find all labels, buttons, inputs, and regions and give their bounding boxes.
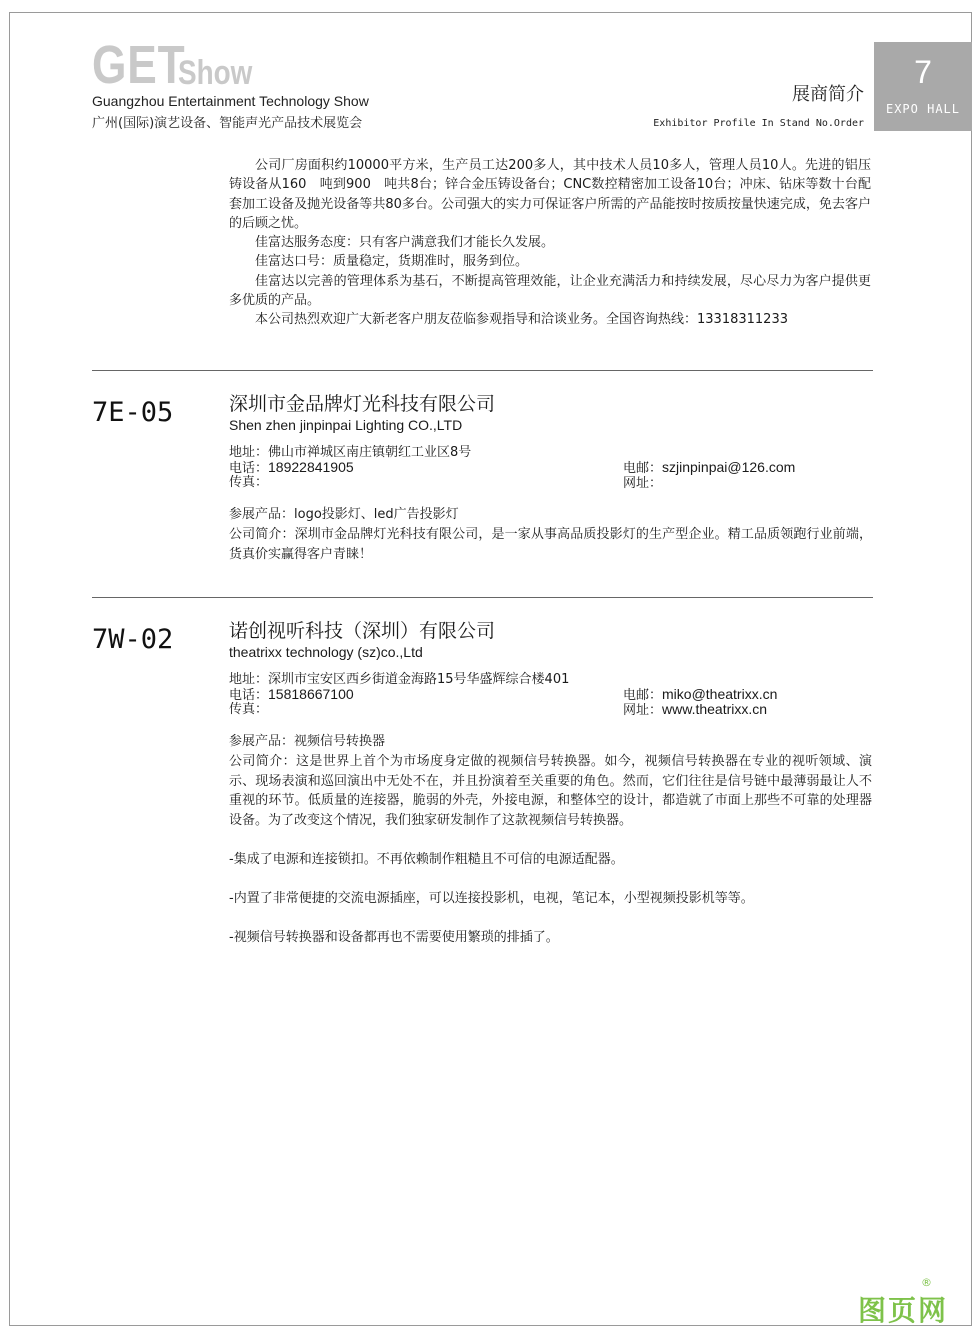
intro-paragraph: 本公司热烈欢迎广大新老客户朋友莅临参观指导和洽谈业务。全国咨询热线：13318311233 bbox=[255, 312, 788, 328]
contact-block bbox=[229, 445, 872, 495]
website-value: www.theatrixx.cn bbox=[662, 701, 768, 717]
phone-label: 电话： bbox=[229, 461, 269, 476]
logo-get: GET bbox=[92, 35, 186, 95]
intro-paragraph: 佳富达口号：质量稳定，货期准时，服务到位。 bbox=[255, 254, 529, 270]
logo-chinese-name: 广州(国际)演艺设备、智能声光产品技术展览会 bbox=[92, 116, 363, 131]
phone-value: 15818667100 bbox=[268, 686, 354, 702]
section-title: 展商简介 bbox=[792, 84, 864, 105]
exhibitor-body bbox=[229, 393, 872, 564]
company-profile bbox=[229, 525, 872, 564]
registered-mark: ® bbox=[921, 1276, 932, 1289]
booth-number: 7E-05 bbox=[92, 397, 174, 428]
intro-paragraph: 佳富达以完善的管理体系为基石，不断提高管理效能，让企业充满活力和持续发展，尽心尽力为客户提供更多优质的产品。 bbox=[229, 273, 871, 309]
products-value: 视频信号转换器 bbox=[294, 734, 386, 749]
fax-row bbox=[229, 702, 268, 718]
section-subtitle: Exhibitor Profile In Stand No.Order bbox=[653, 118, 864, 129]
company-name-en: Shen zhen jinpinpai Lighting CO.,LTD bbox=[229, 417, 463, 433]
email-value: miko@theatrixx.cn bbox=[662, 686, 778, 702]
address-value: 深圳市宝安区西乡街道金海路15号华盛辉综合楼401 bbox=[268, 672, 570, 687]
profile-label: 公司简介： bbox=[229, 527, 295, 542]
feature-bullet: -视频信号转换器和设备都再也不需要使用繁琐的排插了。 bbox=[229, 930, 559, 946]
profile-text: 深圳市金品牌灯光科技有限公司，是一家从事高品质投影灯的生产型企业。精工品质领跑行业前端，货真价实赢得客户青睐！ bbox=[229, 527, 872, 562]
company-profile bbox=[229, 752, 872, 830]
email-value: szjinpinpai@126.com bbox=[662, 459, 796, 475]
products-line bbox=[229, 505, 872, 525]
website-label: 网址： bbox=[623, 476, 663, 491]
watermark-logo: 图页网 bbox=[858, 1294, 949, 1327]
fax-label: 传真： bbox=[229, 702, 269, 717]
feature-bullet: -集成了电源和连接锁扣。不再依赖制作粗糙且不可信的电源适配器。 bbox=[229, 852, 624, 868]
fax-row bbox=[229, 475, 268, 491]
products-label: 参展产品： bbox=[229, 734, 295, 749]
booth-number: 7W-02 bbox=[92, 624, 174, 655]
intro-paragraph: 公司厂房面积约10000平方米，生产员工达200多人，其中技术人员10多人，管理人员10人。先进的铝压铸设备从160 吨到900 吨共8台；锌合金压铸设备台；CNC数控精密加工设备10台；冲床、钻床等数十台配套加工设备及抛光设备等共80多台。公司强大的实力可保证客户所需的产品能按时按质按量快速完成，免去客户的后顾之忧。 bbox=[229, 158, 871, 231]
page-number-box bbox=[874, 42, 972, 131]
divider bbox=[92, 370, 873, 371]
website-row bbox=[623, 702, 767, 719]
profile-text: 这是世界上首个为市场度身定做的视频信号转换器。如今，视频信号转换器在专业的视听领域、演示、现场表演和巡回演出中无处不在，并且扮演着至关重要的角色。然而，它们往往是信号链中最薄弱最让人不重视的环节。低质量的连接器，脆弱的外壳，外接电源，和整体空的设计，都造就了市面上那些不可靠的处理器设备。为了改变这个情况，我们独家研发制作了这款视频信号转换器。 bbox=[229, 754, 872, 828]
email-label: 电邮： bbox=[623, 461, 663, 476]
website-row bbox=[623, 475, 662, 492]
exhibitor-body bbox=[229, 620, 872, 947]
feature-bullet: -内置了非常便捷的交流电源插座，可以连接投影机，电视，笔记本，小型视频投影机等等。 bbox=[229, 891, 754, 907]
divider bbox=[92, 597, 873, 598]
products-label: 参展产品： bbox=[229, 507, 295, 522]
products-line bbox=[229, 732, 872, 752]
company-name-en: theatrixx technology (sz)co.,Ltd bbox=[229, 644, 423, 660]
phone-value: 18922841905 bbox=[268, 459, 354, 475]
profile-label: 公司简介： bbox=[229, 754, 297, 769]
phone-label: 电话： bbox=[229, 688, 269, 703]
previous-exhibitor-profile bbox=[229, 156, 871, 330]
page-number: 7 bbox=[914, 54, 932, 90]
address-label: 地址： bbox=[229, 445, 269, 460]
intro-paragraph: 佳富达服务态度：只有客户满意我们才能长久发展。 bbox=[255, 235, 555, 251]
contact-block bbox=[229, 672, 872, 722]
company-name-cn: 深圳市金品牌灯光科技有限公司 bbox=[229, 393, 496, 415]
products-value: logo投影灯、led广告投影灯 bbox=[294, 507, 459, 522]
address-value: 佛山市禅城区南庄镇朝红工业区8号 bbox=[268, 445, 472, 460]
email-label: 电邮： bbox=[623, 688, 663, 703]
address-label: 地址： bbox=[229, 672, 269, 687]
fax-label: 传真： bbox=[229, 475, 269, 490]
logo-show: Show bbox=[178, 54, 253, 92]
hall-label: EXPO HALL bbox=[885, 102, 961, 116]
logo-english-name: Guangzhou Entertainment Technology Show bbox=[92, 93, 369, 109]
company-name-cn: 诺创视听科技（深圳）有限公司 bbox=[229, 620, 496, 642]
website-label: 网址： bbox=[623, 703, 663, 718]
